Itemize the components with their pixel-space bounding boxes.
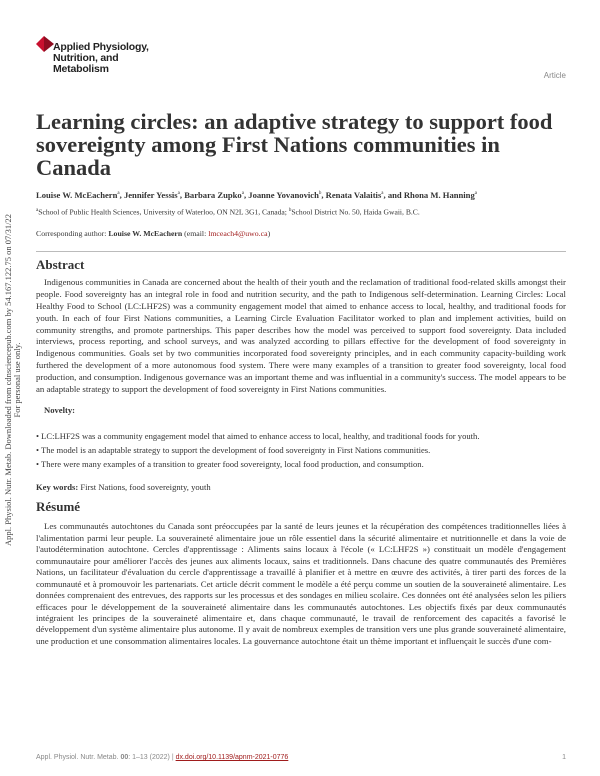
download-notice-line: For personal use only.	[12, 342, 22, 418]
journal-name-line: Applied Physiology,	[53, 41, 149, 53]
paren: )	[267, 229, 271, 239]
citation-journal: Appl. Physiol. Nutr. Metab.	[36, 754, 119, 761]
author[interactable]: Rhona M. Hanning	[403, 189, 475, 200]
novelty-heading: Novelty:	[44, 405, 76, 416]
abstract-heading: Abstract	[36, 257, 85, 273]
affiliation-mark: a	[381, 191, 384, 196]
masthead	[36, 36, 566, 86]
page-number: 1	[562, 754, 566, 761]
keywords-text: First Nations, food sovereignty, youth	[80, 482, 211, 493]
novelty-item: • LC:LHF2S was a community engagement model that aimed to enhance access to local, healthy, and traditional foods for youth.	[36, 431, 480, 442]
novelty-list	[36, 430, 566, 472]
author[interactable]: Jennifer Yessis	[123, 189, 178, 200]
affiliation-mark: b	[318, 191, 322, 196]
email-link[interactable]: lmceach4@uwo.ca	[208, 229, 268, 239]
author[interactable]: Louise W. McEachern	[36, 189, 118, 200]
affiliation-a: School of Public Health Sciences, University of Waterloo, ON N2L 3G1, Canada;	[38, 207, 287, 217]
journal-logo-icon	[36, 36, 54, 52]
corresponding-name: Louise W. McEachern	[108, 229, 183, 239]
keywords-label: Key words:	[36, 482, 79, 493]
citation-volume: 00	[120, 754, 129, 761]
keywords	[36, 482, 566, 493]
abstract-text: Indigenous communities in Canada are concerned about the health of their youth and the reclamation of traditional food-related skills amongst their people. Food sovereignty has an integral role in food and nutrition security, and the path to Indigenous self-determination. Learning Circles: Local Healthy Food to School (LC:LHF2S) was a community engagement model that aimed to enhance access to local, healthy, and traditional foods for youth. In each of four First Nations communities, a Learning Circle Evaluation Facilitator worked to plan and implement activities, build on community strengths, and promote partnerships. This paper describes how the model was perceived to support food sovereignty. Data included interviews, process reporting, and school surveys, and was analyzed according to pillars effective for the development of food sovereignty in Indigenous communities. Goals set by two communities incorporated food sovereignty principles, and in each community capacity-building work furthered the development of a more autonomous food system. There were many examples of a transition to greater food sovereignty, local food production, and consumption. Indigenous governance was an important theme and was influential in a community's success. The model appears to be an adaptable strategy to support the development of food sovereignty in First Nations communities.	[36, 277, 566, 394]
footer-citation	[36, 753, 288, 762]
novelty-item: • There were many examples of a transition to greater food sovereignty, local food production, and consumption.	[36, 459, 424, 470]
journal-name-line: Nutrition, and	[53, 52, 119, 64]
journal-logo	[36, 36, 196, 86]
journal-name-line: Metabolism	[53, 63, 109, 75]
author[interactable]: Barbara Zupko	[184, 189, 242, 200]
divider	[36, 251, 566, 252]
resume-text: Les communautés autochtones du Canada sont préoccupées par la santé de leurs jeunes et la récupération des compétences traditionnelles liées à l'alimentation parmi leur peuple. La souveraineté alimentaire joue un rôle essentiel dans la sécurité alimentaire et nutritionnelle et dans la voie de l'autodétermination autochtone. Cercles d'apprentissage : Aliments sains locaux à l'école (« LC:LHF2S ») constituait un modèle d'engagement communautaire pour améliorer l'accès des jeunes aux aliments locaux, sains et traditionnels. Dans chacune des quatre communautés des Premières Nations, un facilitateur d'évaluation du cercle d'apprentissage a travaillé à planifier et à mettre en œuvre des activités, à tirer parti des forces de la communauté et à promouvoir les partenariats. Cet article décrit comment le modèle a été perçu comme un soutien de la souveraineté alimentaire. Les données comprenaient des entrevues, des rapports sur les processus et des sondages en milieu scolaire. Ces données ont été analysées selon les piliers efficaces pour le développement de la souveraineté alimentaire dans les communautés autochtones. Les objectifs fixés par deux communautés intégraient les principes de la souveraineté alimentaire et, dans chaque communauté, le travail de renforcement des capacités a favorisé le développement d'un système alimentaire plus autonome. Il y avait de nombreux exemples de transition vers une plus grande souveraineté alimentaire, une production et une consommation alimentaires locales. La gouvernance autochtone était un thème important et influençait le succès d'une com-	[36, 521, 566, 646]
novelty-item: • The model is an adaptable strategy to support the development of food sovereignty in First Nations communities.	[36, 445, 431, 456]
corresponding-author	[36, 229, 566, 239]
corresponding-label: Corresponding author:	[36, 229, 107, 239]
author-list: Louise W. McEachern$^a$, Jennifer Yessis$^a$, Barbara Zupko$^a$, Joanne Yovanovich$^b$, Renata Valaitis$^a$, and Rhona M. Hanning$^a$	[36, 189, 477, 200]
download-notice	[4, 180, 22, 580]
affiliation-mark: a	[117, 191, 120, 196]
novelty-text: LC:LHF2S was a community engagement model that aimed to enhance access to local, healthy, and traditional foods for youth.	[41, 431, 480, 442]
email-label: (email:	[184, 229, 207, 239]
article-type: Article	[543, 71, 566, 80]
footer	[36, 739, 566, 762]
download-notice-line: Appl. Physiol. Nutr. Metab. Downloaded from cdnsciencepub.com by 54.167.122.75 on 07/31/22	[3, 214, 13, 546]
resume-heading: Résumé	[36, 499, 81, 515]
novelty-text: The model is an adaptable strategy to support the development of food sovereignty in First Nations communities.	[41, 445, 431, 456]
author[interactable]: Joanne Yovanovich	[248, 189, 319, 200]
novelty-text: There were many examples of a transition to greater food sovereignty, local food production, and consumption.	[41, 459, 424, 470]
affiliations: $^a$School of Public Health Sciences, University of Waterloo, ON N2L 3G1, Canada; $^b$School District No. 50, Haida Gwaii, B.C.	[36, 207, 420, 217]
journal-name	[53, 42, 149, 75]
author[interactable]: Renata Valaitis	[325, 189, 382, 200]
affiliation-mark: a	[241, 191, 244, 196]
affiliation-mark: a	[177, 191, 180, 196]
affiliation-mark: a	[474, 191, 477, 196]
article-title: Learning circles: an adaptive strategy to support food sovereignty among First Nations communities in Canada	[36, 109, 553, 180]
citation-pages: : 1–13 (2022) |	[128, 754, 174, 761]
affiliation-b: School District No. 50, Haida Gwaii, B.C.	[291, 207, 420, 217]
doi-link[interactable]: dx.doi.org/10.1139/apnm-2021-0776	[175, 754, 289, 761]
